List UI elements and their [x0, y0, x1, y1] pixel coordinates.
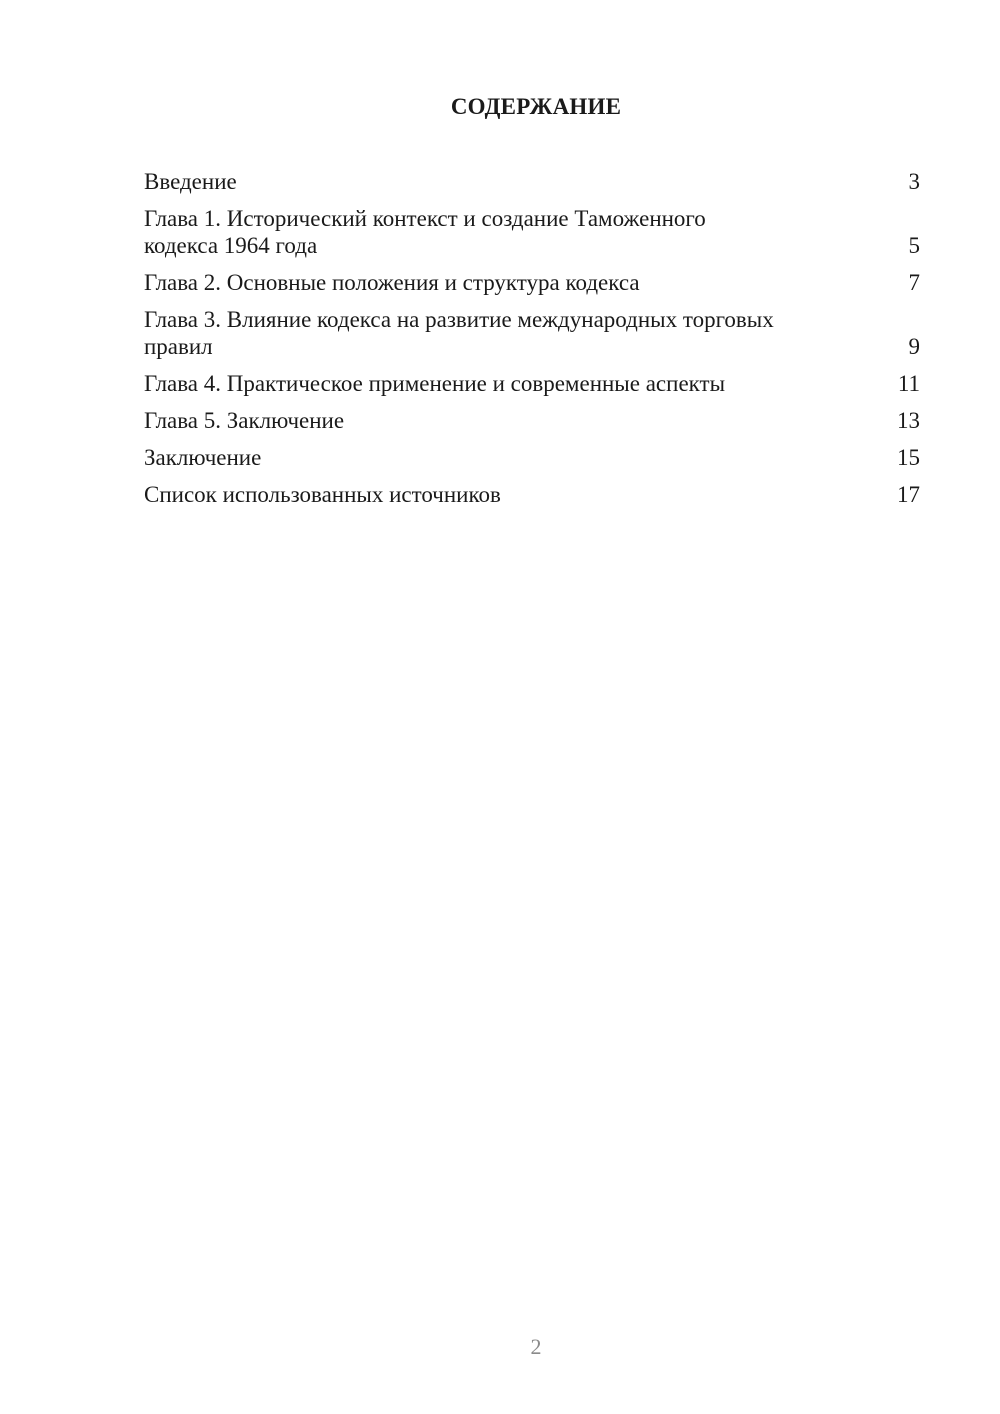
toc-entry-page: 17 — [897, 482, 920, 507]
toc-entry-title: Глава 5. Заключение — [144, 408, 345, 433]
toc-entry-page: 15 — [897, 445, 920, 470]
toc-entry-page: 7 — [908, 270, 920, 295]
toc-entry-title: Глава 4. Практическое применение и современные аспекты — [144, 371, 726, 396]
toc-entry-chapter-4 — [144, 370, 920, 397]
toc-entry-chapter-1 — [144, 205, 920, 259]
toc-entry-title: Заключение — [144, 445, 262, 470]
toc-entry-title: Глава 1. Исторический контекст и создание Таможенного кодекса 1964 года — [144, 206, 706, 258]
toc-entry-title: Глава 3. Влияние кодекса на развитие международных торговых правил — [144, 307, 774, 359]
toc-entry-chapter-2 — [144, 269, 920, 296]
toc-entry-title: Список использованных источников — [144, 482, 501, 507]
toc-entry-page: 13 — [897, 408, 920, 433]
toc-entry-conclusion — [144, 444, 920, 471]
toc-entry-page: 9 — [908, 334, 920, 359]
toc-entry-title: Введение — [144, 169, 237, 194]
toc-entry-chapter-3 — [144, 306, 920, 360]
toc-entry-page: 3 — [908, 169, 920, 194]
toc-entry-title: Глава 2. Основные положения и структура кодекса — [144, 270, 640, 295]
toc-entry-page: 5 — [908, 233, 920, 258]
toc-entry-references — [144, 481, 920, 508]
page-number: 2 — [530, 1334, 542, 1359]
table-of-contents — [144, 168, 920, 518]
page-title: СОДЕРЖАНИЕ — [450, 94, 622, 119]
toc-entry-introduction — [144, 168, 920, 195]
toc-entry-chapter-5 — [144, 407, 920, 434]
toc-entry-page: 11 — [897, 371, 920, 396]
